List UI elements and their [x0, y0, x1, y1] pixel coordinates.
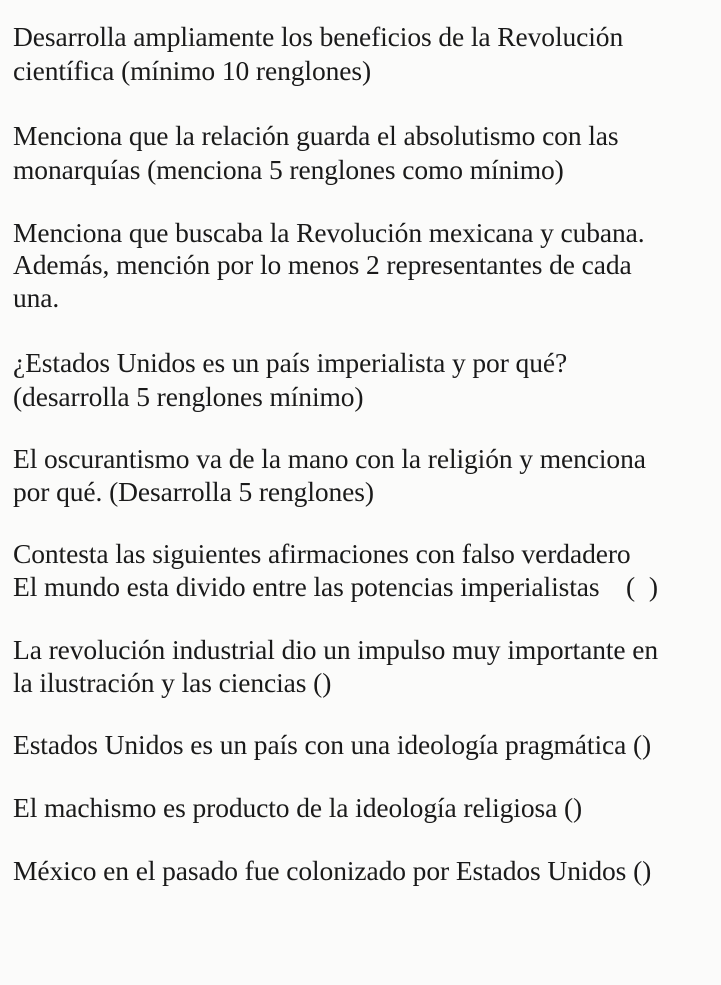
statement-5: México en el pasado fue colonizado por Estados Unidos () [13, 855, 652, 886]
question-2-line-2: monarquías (menciona 5 renglones como mínimo) [13, 154, 564, 185]
question-3-line-3: una. [13, 282, 60, 313]
question-5-line-2: por qué. (Desarrolla 5 renglones) [13, 476, 374, 507]
question-3-line-1: Menciona que buscaba la Revolución mexicana y cubana. [13, 217, 645, 248]
question-2-line-1: Menciona que la relación guarda el absolutismo con las [13, 120, 619, 151]
statement-2-line-1: La revolución industrial dio un impulso muy importante en [13, 634, 659, 665]
statement-3: Estados Unidos es un país con una ideología pragmática () [13, 729, 652, 760]
true-false-instruction: Contesta las siguientes afirmaciones con falso verdadero [13, 538, 631, 569]
question-3-line-2: Además, mención por lo menos 2 representantes de cada [13, 249, 632, 280]
question-4-line-1: ¿Estados Unidos es un país imperialista y por qué? [13, 347, 568, 378]
question-1-line-1: Desarrolla ampliamente los beneficios de la Revolución [13, 21, 624, 52]
statement-1: El mundo esta divido entre las potencias imperialistas [13, 571, 600, 602]
question-1-line-2: científica (mínimo 10 renglones) [13, 55, 372, 86]
question-4-line-2: (desarrolla 5 renglones mínimo) [13, 381, 364, 412]
statement-1-answer-box[interactable]: ( ) [626, 571, 659, 602]
statement-4: El machismo es producto de la ideología religiosa () [13, 792, 583, 823]
question-5-line-1: El oscurantismo va de la mano con la religión y menciona [13, 443, 646, 474]
statement-2-line-2: la ilustración y las ciencias () [13, 667, 332, 698]
